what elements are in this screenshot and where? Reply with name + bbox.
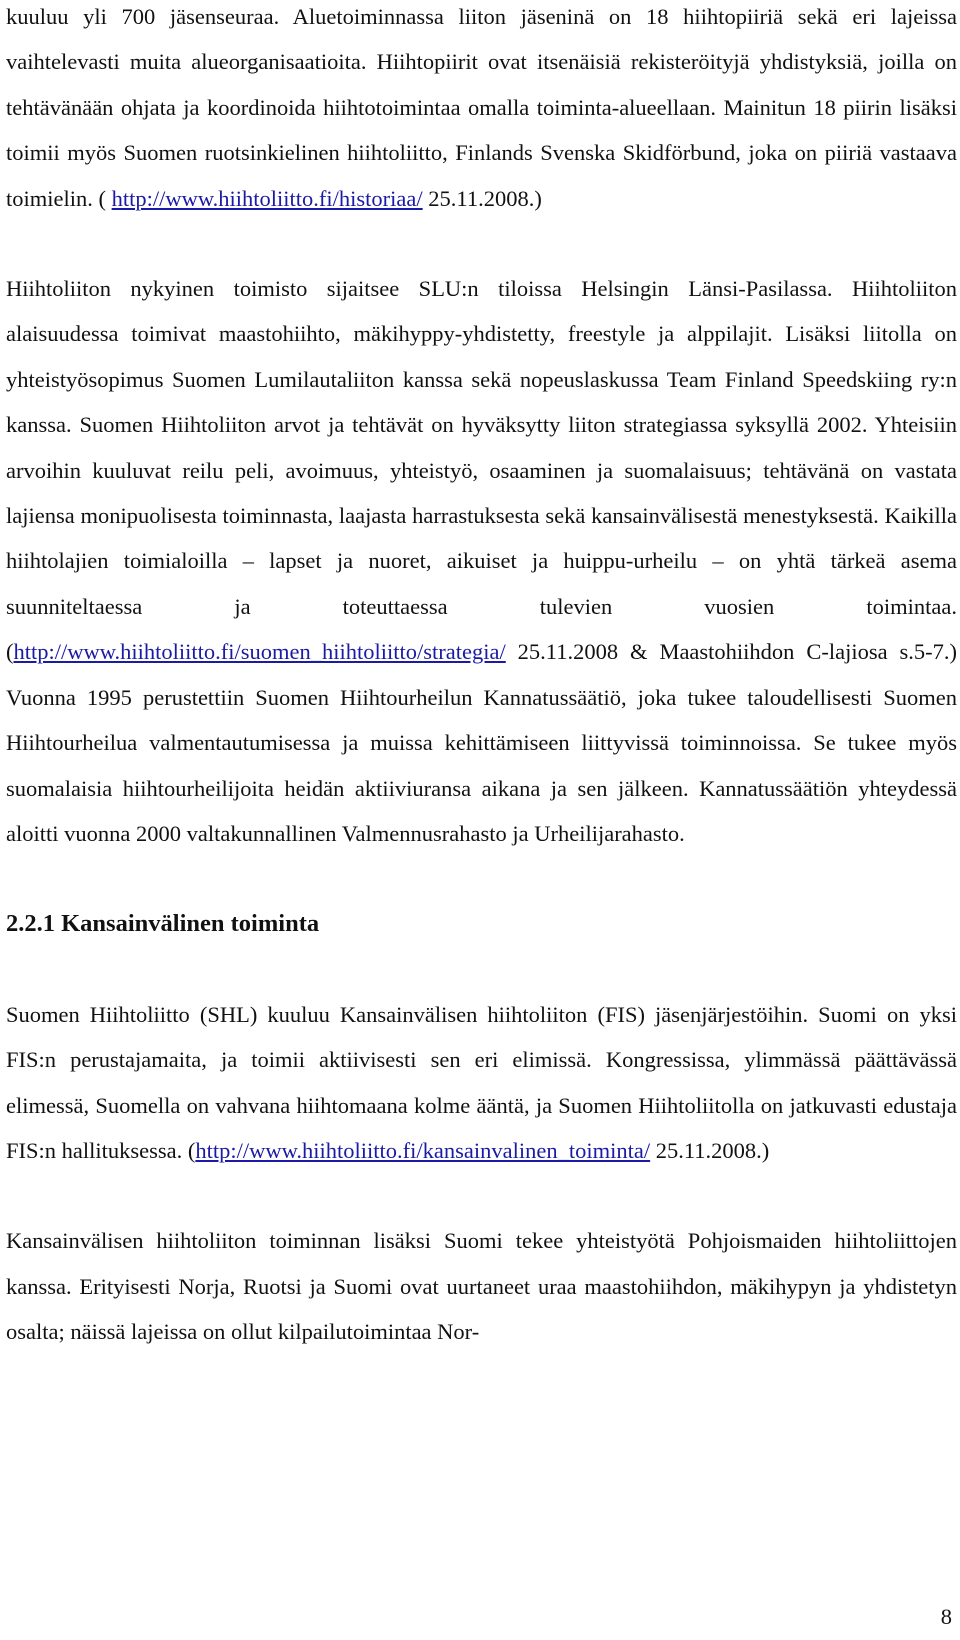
paragraph-federation-districts xyxy=(6,0,957,221)
paragraph-gap xyxy=(6,1173,957,1218)
paragraph-2-continuation: 25.11.2008 & Maastohiihdon C-lajiosa s.5-7.) Vuonna 1995 perustettiin Suomen Hiihtourheilun Kannatussäätiö, joka tukee taloudellisesti Suomen Hiihtourheilua valmentautumisessa ja muissa kehittämiseen liittyvissä toiminnoissa. Se tukee myös suomalaisia hiihtourheilijoita heidän aktiiviuransa aikana ja sen jälkeen. Kannatussäätiön yhteydessä aloitti vuonna 2000 valtakunnallinen Valmennusrahasto ja Urheilijarahasto. xyxy=(6,639,957,846)
paragraph-office-strategy xyxy=(6,266,957,856)
link-historiaa[interactable]: http://www.hiihtoliitto.fi/historiaa/ xyxy=(111,185,423,211)
paragraph-1-text: kuuluu yli 700 jäsenseuraa. Aluetoiminnassa liiton jäseninä on 18 hiihtopiiriä sekä eri lajeissa vaihtelevasti muita alueorganisaatioita. Hiihtopiirit ovat itsenäisiä rekisteröityjä yhdistyksiä, joilla on tehtävänään ohjata ja koordinoida hiihtotoimintaa omalla toiminta-alueellaan. Mainitun 18 piirin lisäksi toimii myös Suomen ruotsinkielinen hiihtoliitto, Finlands Svenska Skidförbund, joka on piiriä vastaava toimielin. ( xyxy=(6,4,957,211)
paragraph-gap xyxy=(6,221,957,266)
paragraph-3-text: Suomen Hiihtoliitto (SHL) kuuluu Kansainvälisen hiihtoliiton (FIS) jäsenjärjestöihin. Suomi on yksi FIS:n perustajamaita, ja toimii aktiivisesti sen eri elimissä. Kongressissa, ylimmässä päättävässä elimessä, Suomella on vahvana hiihtomaana kolme ääntä, ja Suomen Hiihtoliitolla on jatkuvasti edustaja FIS:n hallituksessa. ( xyxy=(6,1001,957,1163)
document-page xyxy=(6,0,957,1355)
paragraph-3-date: 25.11.2008.) xyxy=(650,1137,770,1163)
paragraph-gap xyxy=(6,856,957,901)
link-strategia[interactable]: http://www.hiihtoliitto.fi/suomen_hiihtoliitto/strategia/ xyxy=(13,639,506,665)
paragraph-gap xyxy=(6,947,957,992)
paragraph-fis-membership xyxy=(6,992,957,1174)
link-kansainvalinen-toiminta[interactable]: http://www.hiihtoliitto.fi/kansainvalinen_toiminta/ xyxy=(195,1137,651,1163)
paragraph-1-date: 25.11.2008.) xyxy=(422,185,542,211)
page-number: 8 xyxy=(940,1604,952,1629)
section-heading: 2.2.1 Kansainvälinen toiminta xyxy=(6,910,320,938)
paragraph-nordic-cooperation: Kansainvälisen hiihtoliiton toiminnan lisäksi Suomi tekee yhteistyötä Pohjoismaiden hiihtoliittojen kanssa. Erityisesti Norja, Ruotsi ja Suomi ovat uurtaneet uraa maastohiihdon, mäkihypyn ja yhdistetyn osalta; näissä lajeissa on ollut kilpailutoimintaa Nor- xyxy=(6,1228,957,1345)
paragraph-2-text: Hiihtoliiton nykyinen toimisto sijaitsee SLU:n tiloissa Helsingin Länsi-Pasilassa. Hiihtoliiton alaisuudessa toimivat maastohiihto, mäkihyppy-yhdistetty, freestyle ja alppilajit. Lisäksi liitolla on yhteistyösopimus Suomen Lumilautaliiton kanssa sekä nopeuslaskussa Team Finland Speedskiing ry:n kanssa. Suomen Hiihtoliiton arvot ja tehtävät on hyväksytty liiton strategiassa syksyllä 2002. Yhteisiin arvoihin kuuluvat reilu peli, avoimuus, yhteistyö, osaaminen ja suomalaisuus; tehtävänä on vastata lajiensa monipuolisesta toiminnasta, laajasta harrastuksesta sekä kansainvälisestä menestyksestä. Kaikilla hiihtolajien toimialoilla – lapset ja nuoret, aikuiset ja huippu-urheilu – on yhtä tärkeä asema suunniteltaessa ja toteuttaessa tulevien vuosien toimintaa. ( xyxy=(6,276,957,665)
